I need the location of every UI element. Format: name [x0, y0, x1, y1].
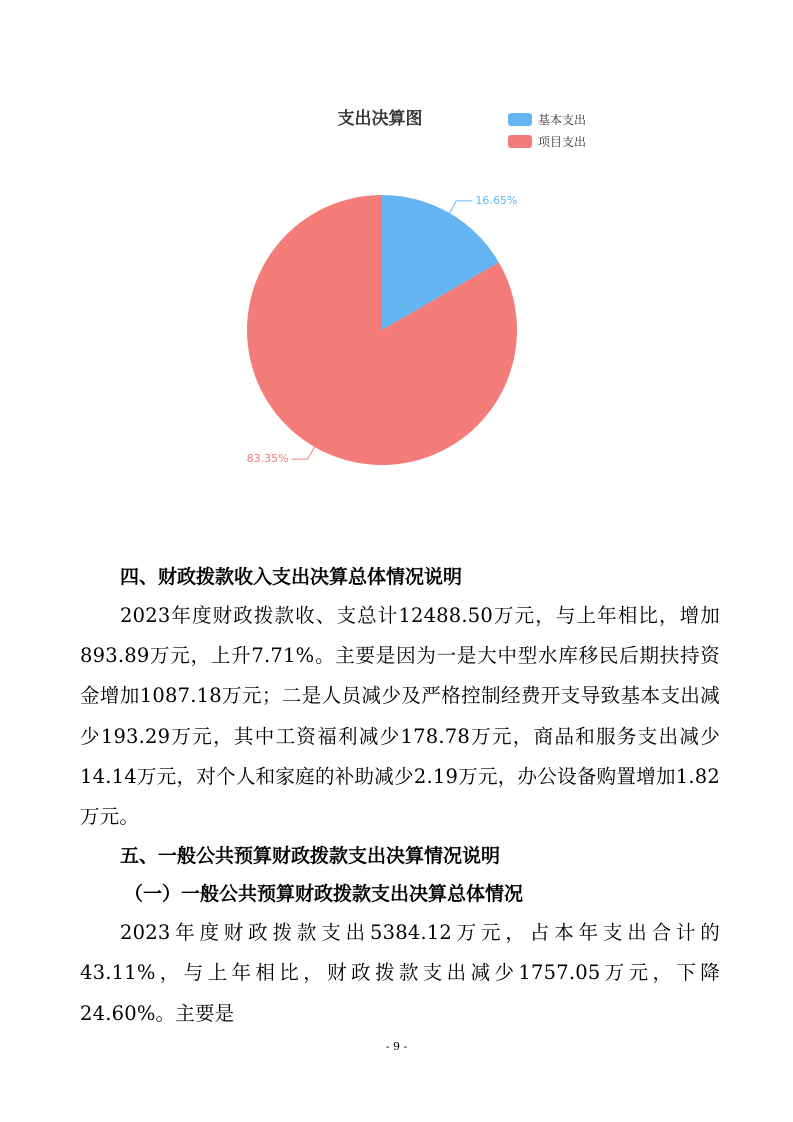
section4-title: 四、财政拨款收入支出决算总体情况说明 — [120, 566, 463, 588]
subsection1-title: （一）一般公共预算财政拨款支出决算总体情况 — [124, 883, 524, 906]
chart-legend — [508, 108, 586, 152]
chart-title: 支出决算图 — [337, 109, 423, 129]
legend-label-basic: 基本支出 — [538, 112, 587, 127]
page-number: - 9 - — [385, 1040, 408, 1053]
pie-chart-svg — [0, 0, 793, 520]
legend-item-project[interactable] — [508, 130, 586, 152]
slice-label-basic: 16.65% — [475, 193, 518, 207]
section5-title: 五、一般公共预算财政拨款支出决算情况说明 — [120, 845, 501, 868]
slice-label-project: 83.35% — [246, 452, 289, 466]
legend-label-project: 项目支出 — [538, 134, 587, 149]
legend-swatch-project — [508, 135, 532, 148]
legend-item-basic[interactable] — [508, 108, 586, 130]
legend-swatch-basic — [508, 113, 532, 126]
pie-slice-basic-leader-line — [449, 201, 472, 213]
expenditure-pie-chart — [0, 0, 793, 520]
subsection1-body: 2023年度财政拨款支出5384.12万元，占本年支出合计的43.11%，与上年相比，财政拨款支出减少1757.05万元，下降24.60%。主要是 — [80, 921, 720, 1025]
pie-slice-project-leader-line — [292, 447, 315, 459]
section4-body: 2023年度财政拨款收、支总计12488.50万元，与上年相比，增加893.89万元，上升7.71%。主要是因为一是大中型水库移民后期扶持资金增加1087.18万元；二是人员减少及严格控制经费开支导致基本支出减少193.29万元，其中工资福利减少178.78万元，商品和服务支出减少14.14万元，对个人和家庭的补助减少2.19万元，办公设备购置增加1.82万元。 — [80, 604, 720, 829]
document-body — [80, 558, 720, 1034]
